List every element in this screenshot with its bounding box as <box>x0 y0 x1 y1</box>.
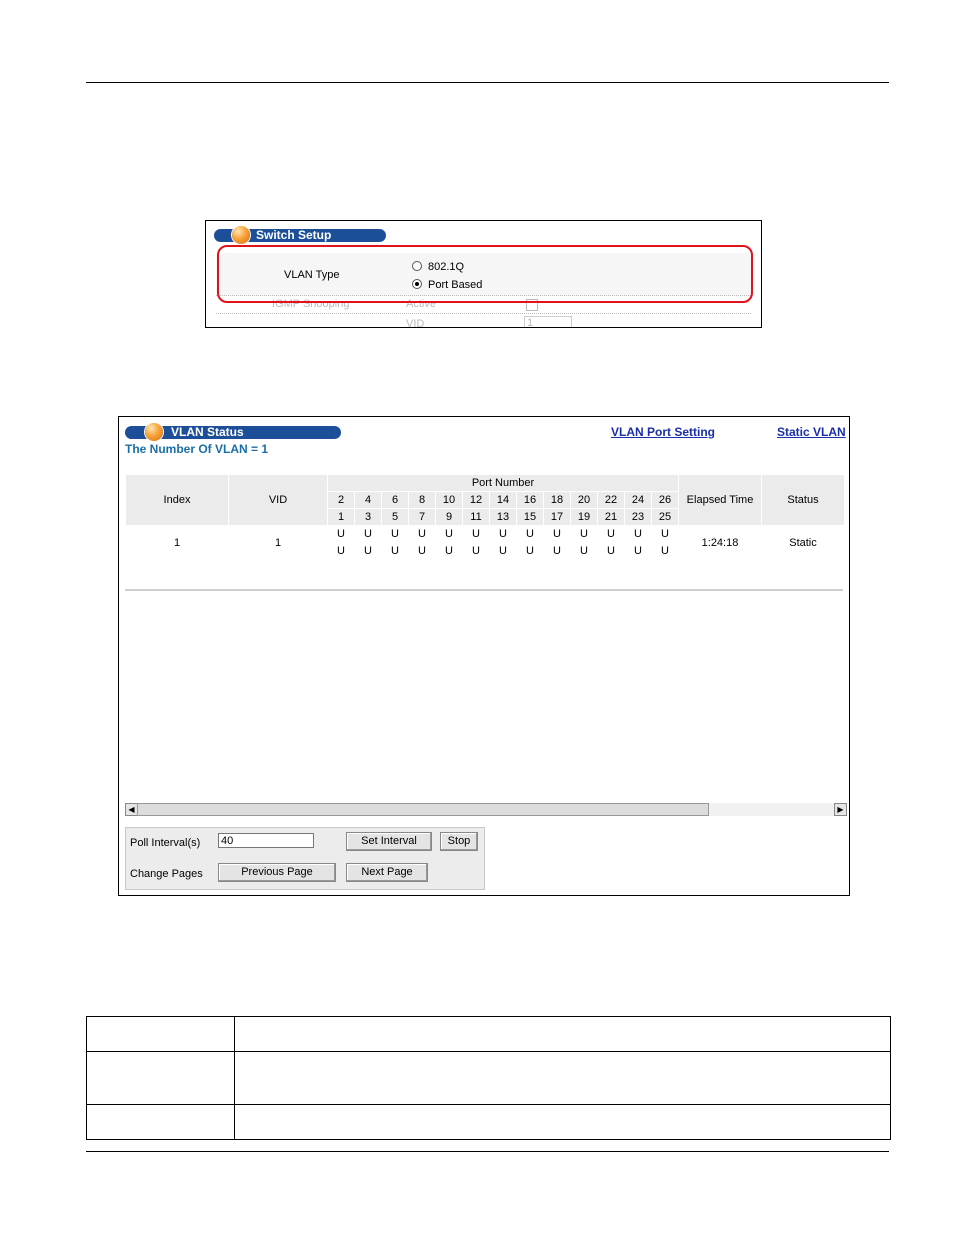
orb-icon <box>232 226 250 244</box>
vlan-type-label: VLAN Type <box>284 269 340 281</box>
vid-label: VID <box>406 318 425 328</box>
port-value: U <box>355 526 381 542</box>
port-value: U <box>652 526 678 542</box>
table-cell <box>235 1105 891 1140</box>
table-cell <box>235 1017 891 1052</box>
scroll-thumb[interactable] <box>137 803 709 816</box>
port-label: 11 <box>463 509 489 525</box>
port-value: U <box>571 526 597 542</box>
port-value: U <box>571 543 597 559</box>
vlan-status-title-bar <box>125 426 341 439</box>
port-label: 2 <box>328 492 354 508</box>
port-value: U <box>463 543 489 559</box>
vlan-count: The Number Of VLAN = 1 <box>125 442 269 456</box>
port-value: U <box>436 526 462 542</box>
port-label: 21 <box>598 509 624 525</box>
port-label: 10 <box>436 492 462 508</box>
footer-rule <box>86 1151 889 1152</box>
port-label: 4 <box>355 492 381 508</box>
scroll-left-icon[interactable]: ◀ <box>125 803 138 816</box>
set-interval-button[interactable]: Set Interval <box>346 832 432 851</box>
port-value: U <box>355 543 381 559</box>
port-label: 12 <box>463 492 489 508</box>
port-label: 1 <box>328 509 354 525</box>
table-row <box>87 1052 891 1105</box>
header-row <box>126 475 844 491</box>
igmp-value: Active <box>406 298 436 310</box>
table-row <box>87 1105 891 1140</box>
switch-setup-title: Switch Setup <box>256 228 332 242</box>
port-value: U <box>490 543 516 559</box>
stop-button[interactable]: Stop <box>440 832 478 851</box>
port-value: U <box>625 526 651 542</box>
orb-icon <box>145 423 163 441</box>
highlight-box <box>217 245 753 303</box>
port-label: 15 <box>517 509 543 525</box>
scroll-right-icon[interactable]: ▶ <box>834 803 847 816</box>
switch-setup-title-bar <box>214 229 386 242</box>
port-label: 8 <box>409 492 435 508</box>
port-value: U <box>382 543 408 559</box>
table-separator <box>125 589 843 591</box>
igmp-label: IGMP Snooping <box>272 298 350 310</box>
elapsed-time-header: Elapsed Time <box>679 475 761 525</box>
header-rule <box>86 82 889 83</box>
poll-interval-input[interactable] <box>218 833 314 848</box>
previous-page-button[interactable]: Previous Page <box>218 863 336 882</box>
switch-setup-screenshot <box>205 220 762 328</box>
index-header: Index <box>126 475 228 525</box>
port-label: 22 <box>598 492 624 508</box>
port-label: 20 <box>571 492 597 508</box>
port-label: 18 <box>544 492 570 508</box>
row-index: 1 <box>126 526 228 559</box>
port-value: U <box>409 526 435 542</box>
description-table <box>86 1016 891 1140</box>
port-label: 13 <box>490 509 516 525</box>
port-value: U <box>652 543 678 559</box>
port-value: U <box>436 543 462 559</box>
port-label: 6 <box>382 492 408 508</box>
port-value: U <box>517 543 543 559</box>
status-header: Status <box>762 475 844 525</box>
table-cell <box>87 1052 235 1105</box>
port-value: U <box>463 526 489 542</box>
table-cell <box>87 1017 235 1052</box>
row-vid: 1 <box>229 526 327 559</box>
horizontal-scrollbar[interactable] <box>125 803 847 816</box>
port-value: U <box>328 543 354 559</box>
port-value: U <box>598 543 624 559</box>
port-value: U <box>544 543 570 559</box>
static-vlan-link[interactable]: Static VLAN <box>777 425 846 439</box>
port-value: U <box>598 526 624 542</box>
port-value: U <box>544 526 570 542</box>
port-number-header: Port Number <box>328 475 678 491</box>
poll-controls <box>125 827 485 890</box>
port-label: 9 <box>436 509 462 525</box>
vlan-port-setting-link[interactable]: VLAN Port Setting <box>611 425 715 439</box>
port-value: U <box>382 526 408 542</box>
port-label: 26 <box>652 492 678 508</box>
port-label: 7 <box>409 509 435 525</box>
port-value: U <box>328 526 354 542</box>
port-label: 14 <box>490 492 516 508</box>
port-value: U <box>490 526 516 542</box>
port-label: 19 <box>571 509 597 525</box>
table-cell <box>235 1052 891 1105</box>
vid-input[interactable]: 1 <box>524 316 572 328</box>
radio-8021q-label: 802.1Q <box>428 261 465 273</box>
port-value: U <box>625 543 651 559</box>
vlan-status-screenshot <box>118 416 850 896</box>
table-row <box>87 1017 891 1052</box>
poll-interval-label: Poll Interval(s) <box>130 837 201 849</box>
port-label: 17 <box>544 509 570 525</box>
radio-port-based-label: Port Based <box>428 279 483 291</box>
row-status: Static <box>762 526 844 559</box>
port-label: 16 <box>517 492 543 508</box>
table-cell <box>87 1105 235 1140</box>
port-label: 23 <box>625 509 651 525</box>
table-row <box>126 526 844 542</box>
vlan-status-title: VLAN Status <box>171 425 244 439</box>
port-value: U <box>517 526 543 542</box>
port-label: 25 <box>652 509 678 525</box>
row-elapsed-time: 1:24:18 <box>679 526 761 559</box>
port-label: 3 <box>355 509 381 525</box>
change-pages-label: Change Pages <box>130 868 203 880</box>
port-label: 24 <box>625 492 651 508</box>
vid-header: VID <box>229 475 327 525</box>
vlan-status-table <box>125 474 845 560</box>
next-page-button[interactable]: Next Page <box>346 863 428 882</box>
port-value: U <box>409 543 435 559</box>
port-label: 5 <box>382 509 408 525</box>
